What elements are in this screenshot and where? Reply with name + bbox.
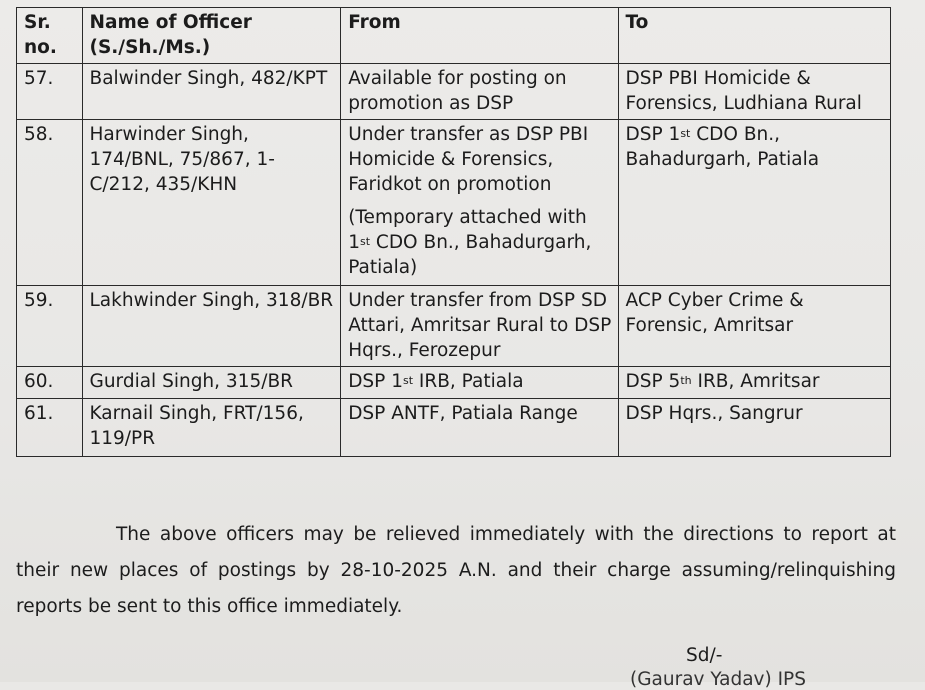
header-name-of-officer [82, 8, 341, 64]
cell-sr: 58. [17, 120, 83, 286]
table-row [17, 399, 891, 457]
cell-name: Harwinder Singh, 174/BNL, 75/867, 1-C/212, 435/KHN [82, 120, 341, 286]
cell-from [341, 120, 618, 286]
note-post: CDO Bn., Bahadurgarh, Patiala) [348, 232, 592, 278]
cell-to: DSP Hqrs., Sangrur [618, 399, 890, 457]
note-sup: st [359, 235, 371, 248]
header-sr-line1: Sr. [24, 12, 51, 33]
to-sup: th [680, 374, 692, 387]
table-row [17, 286, 891, 367]
signature-name: (Gaurav Yadav) IPS [630, 669, 806, 690]
from-note [348, 205, 611, 280]
cell-name: Balwinder Singh, 482/KPT [82, 64, 341, 120]
header-from: From [341, 8, 618, 64]
cell-from: Under transfer from DSP SD Attari, Amritsar Rural to DSP Hqrs., Ferozepur [341, 286, 618, 367]
cell-sr: 60. [17, 367, 83, 399]
cell-from: Available for posting on promotion as DSP [341, 64, 618, 120]
cell-sr: 61. [17, 399, 83, 457]
body-paragraph-text: The above officers may be relieved immediately with the directions to report at their new places of postings by 28-10-2025 A.N. and their charge assuming/relinquishing reports be sent to this office immediately. [16, 524, 896, 617]
from-post: IRB, Patiala [413, 371, 524, 392]
cell-name: Gurdial Singh, 315/BR [82, 367, 341, 399]
cell-from: DSP ANTF, Patiala Range [341, 399, 618, 457]
header-sr-line2: no. [24, 37, 57, 58]
to-pre: DSP 5 [625, 371, 681, 392]
to-pre: DSP 1 [625, 124, 681, 145]
cell-name: Karnail Singh, FRT/156, 119/PR [82, 399, 341, 457]
to-post: CDO Bn., Bahadurgarh, Patiala [625, 124, 820, 170]
cell-sr: 59. [17, 286, 83, 367]
cell-sr: 57. [17, 64, 83, 120]
from-text: Under transfer as DSP PBI Homicide & Forensics, Faridkot on promotion [348, 124, 589, 195]
cell-to [618, 120, 890, 286]
table-row [17, 64, 891, 120]
from-pre: DSP 1 [348, 371, 403, 392]
header-to: To [618, 8, 890, 64]
cell-to: ACP Cyber Crime & Forensic, Amritsar [618, 286, 890, 367]
note-pre: (Temporary attached with 1 [348, 207, 587, 253]
header-sr-no [17, 8, 83, 64]
cell-to: DSP PBI Homicide & Forensics, Ludhiana Rural [618, 64, 890, 120]
to-sup: st [680, 127, 691, 140]
postings-table [16, 7, 891, 457]
table-row [17, 120, 891, 286]
to-post: IRB, Amritsar [691, 371, 820, 392]
body-paragraph [16, 517, 896, 625]
header-name-line2: (S./Sh./Ms.) [89, 37, 211, 58]
from-sup: st [402, 374, 414, 387]
header-name-line1: Name of Officer [89, 12, 252, 33]
table-header-row [17, 8, 891, 64]
signature-sd: Sd/- [686, 645, 723, 666]
cell-to [618, 367, 890, 399]
cell-from [341, 367, 618, 399]
cell-name: Lakhwinder Singh, 318/BR [82, 286, 341, 367]
table-row [17, 367, 891, 399]
